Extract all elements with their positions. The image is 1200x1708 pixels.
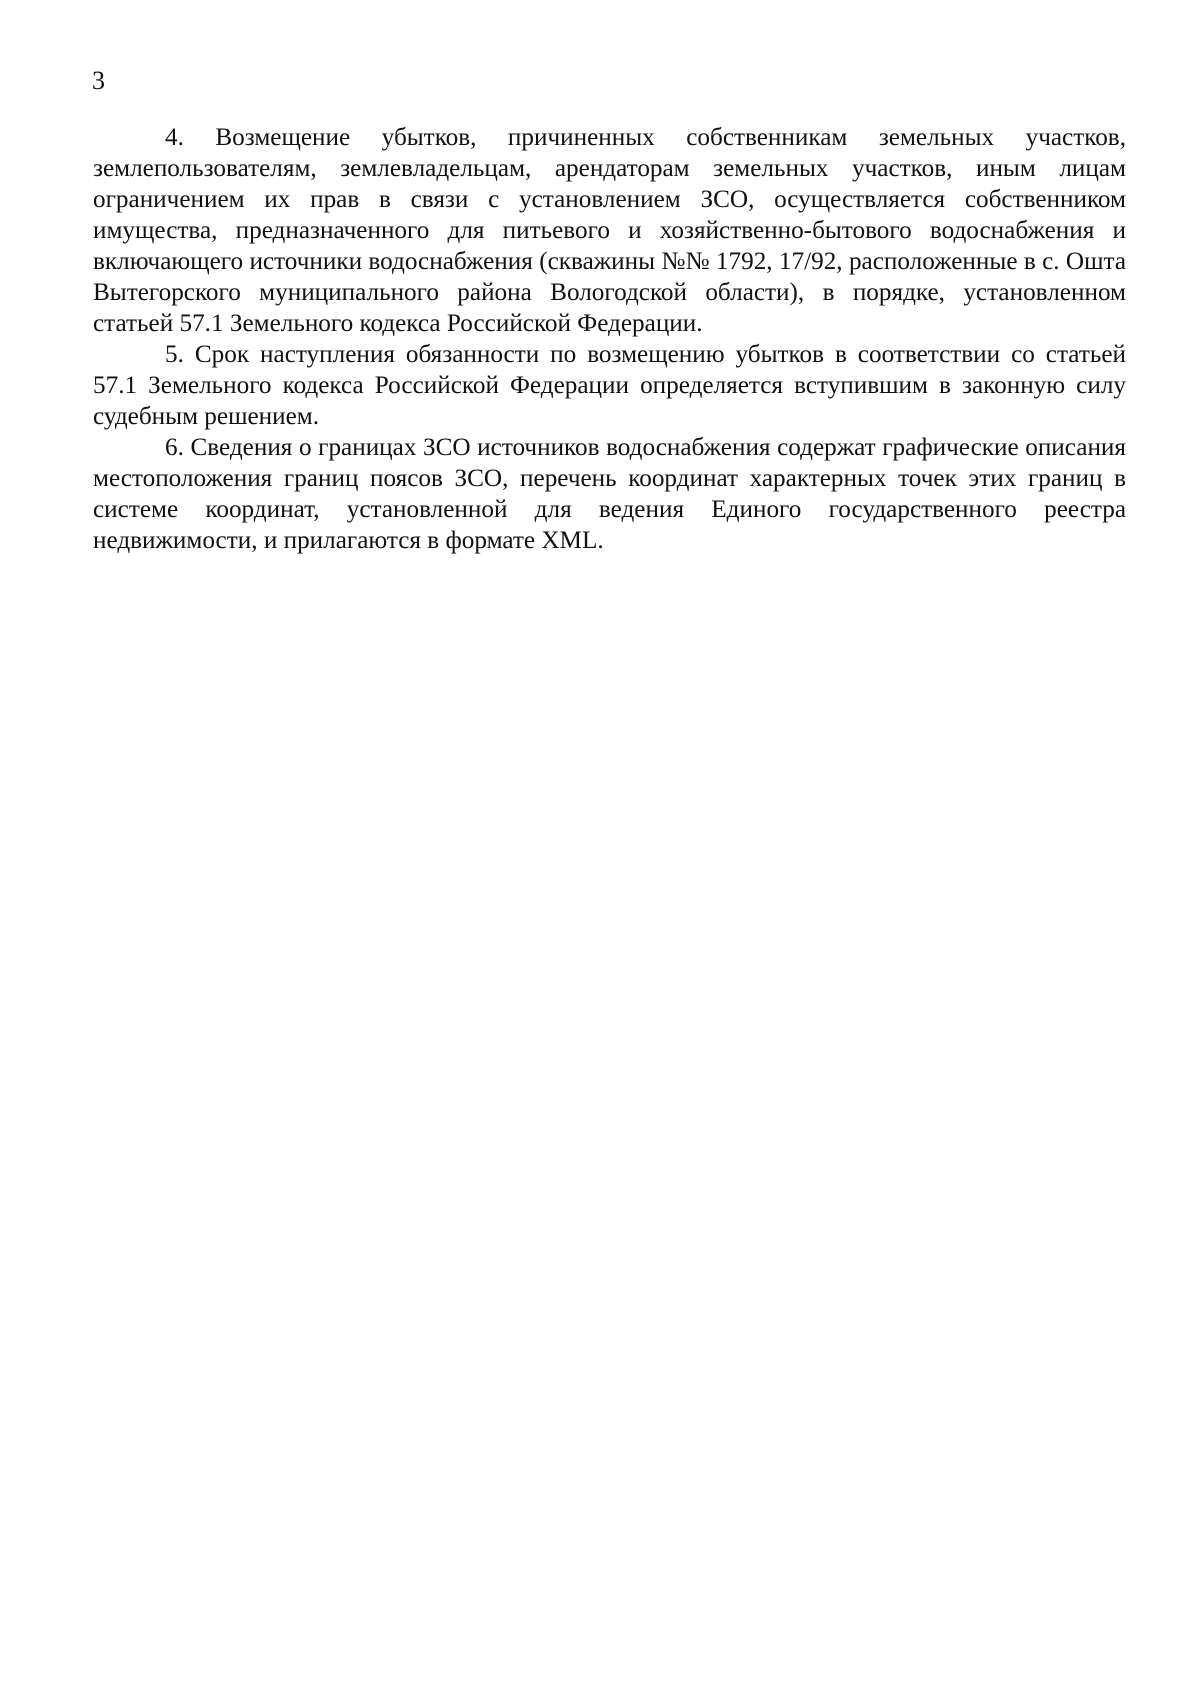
paragraph-6-boundaries: 6. Сведения о границах ЗСО источников водоснабжения содержат графические описания местоположения границ поясов ЗСО, перечень координат характерных точек этих границ в системе координат, установленной для ведения Единого государственного реестра недвижимости, и прилагаются в формате XML.	[93, 434, 1126, 554]
paragraph-5-deadline: 5. Срок наступления обязанности по возмещению убытков в соответствии со статьей 57.1 Земельного кодекса Российской Федерации определяется вступившим в законную силу судебным решением.	[93, 341, 1126, 430]
page-number: 3	[92, 66, 105, 95]
paragraph-4-compensation: 4. Возмещение убытков, причиненных собственникам земельных участков, землепользователям, землевладельцам, арендаторам земельных участков, иным лицам ограничением их прав в связи с установлением ЗСО, осуществляется собственником имущества, предназначенного для питьевого и хозяйственно-бытового водоснабжения и включающего источники водоснабжения (скважины №№ 1792, 17/92, расположенные в с. Ошта Вытегорского муниципального района Вологодской области), в порядке, установленном статьей 57.1 Земельного кодекса Российской Федерации.	[93, 124, 1126, 337]
document-body	[93, 122, 1126, 556]
